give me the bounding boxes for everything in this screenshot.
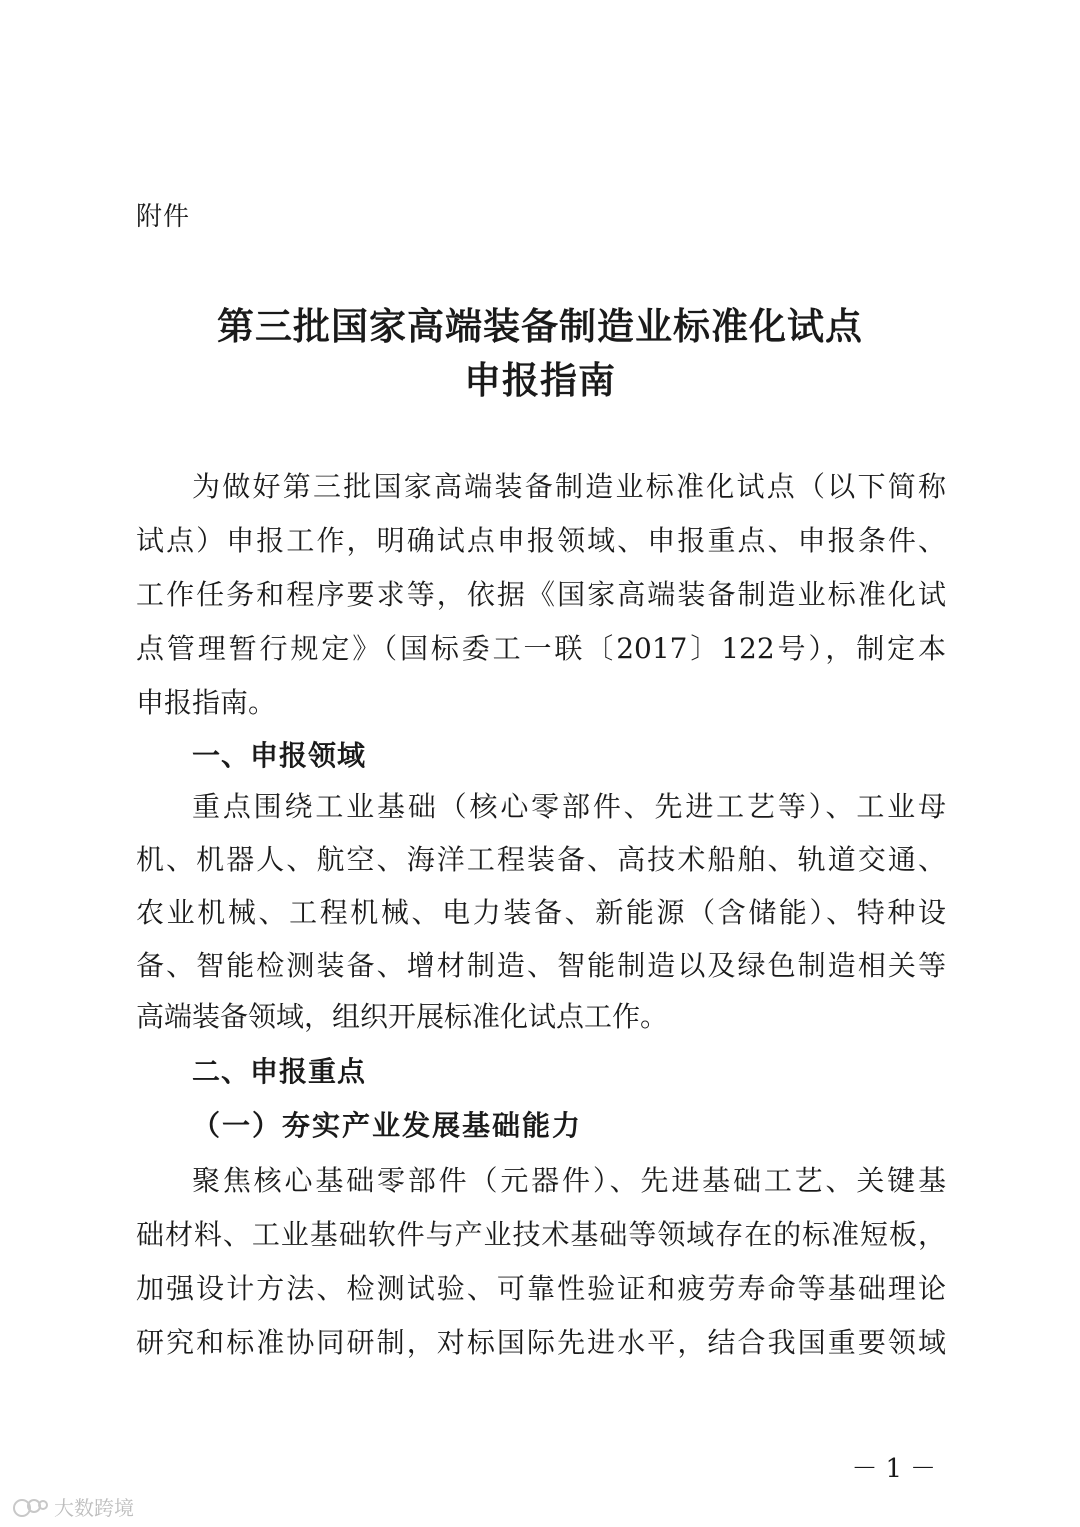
paragraph-line: 高端装备领域，组织开展标准化试点工作。: [136, 1000, 669, 1033]
title-line-2: 申报指南: [464, 359, 616, 402]
paragraph-line: 工作任务和程序要求等，依据《国家高端装备制造业标准化试: [136, 578, 946, 611]
page-number: －1－: [851, 1454, 944, 1484]
paragraph-line: 为做好第三批国家高端装备制造业标准化试点（以下简称: [192, 470, 946, 503]
paragraph-line: 备、智能检测装备、增材制造、智能制造以及绿色制造相关等: [136, 949, 946, 982]
paragraph-line: 研究和标准协同研制，对标国际先进水平，结合我国重要领域: [136, 1326, 946, 1359]
section-heading: 二、申报重点: [192, 1055, 367, 1088]
paragraph-line: 点管理暂行规定》（国标委工一联〔2017〕122号），制定本: [136, 632, 946, 665]
watermark-text: 大数跨境: [54, 1496, 134, 1520]
subsection-heading: （一）夯实产业发展基础能力: [192, 1109, 583, 1142]
title-line-1: 第三批国家高端装备制造业标准化试点: [217, 305, 863, 348]
paragraph-line: 础材料、工业基础软件与产业技术基础等领域存在的标准短板，: [136, 1218, 946, 1251]
ds-logo-icon: [12, 1496, 50, 1518]
paragraph-line: 机、机器人、航空、海洋工程装备、高技术船舶、轨道交通、: [136, 843, 946, 876]
paragraph-line: 加强设计方法、检测试验、可靠性验证和疲劳寿命等基础理论: [136, 1272, 946, 1305]
watermark: [12, 1492, 134, 1521]
paragraph-line: 试点）申报工作，明确试点申报领域、申报重点、申报条件、: [136, 524, 946, 557]
paragraph-line: 农业机械、工程机械、电力装备、新能源（含储能）、特种设: [136, 896, 946, 929]
paragraph-line: 重点围绕工业基础（核心零部件、先进工艺等）、工业母: [192, 790, 946, 823]
paragraph-line: 申报指南。: [136, 686, 277, 719]
paragraph-line: 聚焦核心基础零部件（元器件）、先进基础工艺、关键基: [192, 1164, 946, 1197]
attachment-label: 附件: [136, 202, 191, 232]
section-heading: 一、申报领域: [192, 739, 367, 772]
